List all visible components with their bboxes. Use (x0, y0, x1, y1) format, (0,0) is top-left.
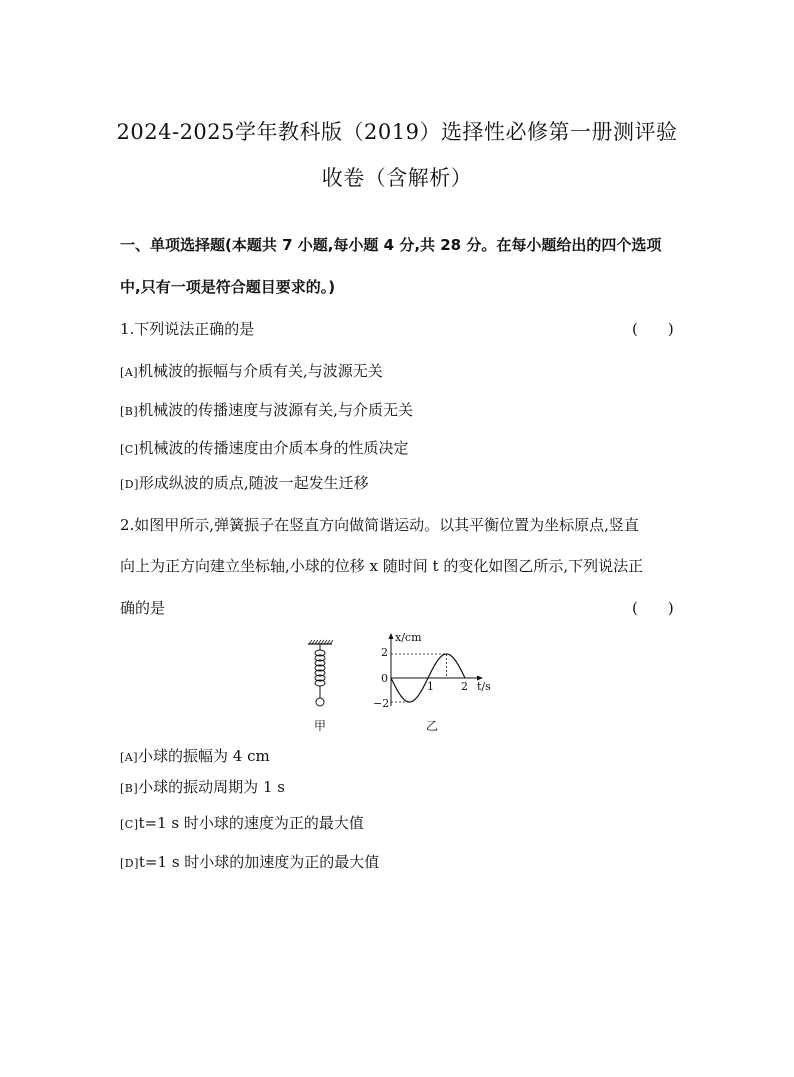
question-1-stem: 1.下列说法正确的是 (120, 320, 255, 338)
option-label: [A] (120, 751, 139, 764)
question-2-option-b (120, 776, 680, 797)
section-heading-line2: 中,只有一项是符合题目要求的。) (120, 278, 336, 296)
spring-coils (315, 650, 325, 686)
option-label: [C] (120, 818, 139, 831)
figure-svg (300, 630, 510, 735)
document-title-line2: 收卷（含解析） (321, 166, 473, 190)
option-text: 形成纵波的质点,随波一起发生迁移 (138, 474, 369, 492)
option-text: 机械波的传播速度由介质本身的性质决定 (138, 439, 409, 457)
option-text: t=1 s 时小球的加速度为正的最大值 (138, 853, 380, 871)
option-text: t=1 s 时小球的速度为正的最大值 (138, 814, 364, 832)
y-axis-arrow (389, 633, 394, 639)
question-1-option-b (120, 399, 680, 420)
question-2-stem-line1: 2.如图甲所示,弹簧振子在竖直方向做简谐运动。以其平衡位置为坐标原点,竖直 (120, 516, 639, 534)
section-heading-line1: 一、单项选择题(本题共 7 小题,每小题 4 分,共 28 分。在每小题给出的四个选项 (120, 236, 662, 254)
option-label: [A] (120, 366, 139, 379)
question-2-option-a (120, 745, 680, 766)
x-tick-label-2: 2 (461, 680, 468, 693)
option-text: 机械波的传播速度与波源有关,与介质无关 (138, 401, 413, 419)
spring-oscillator-diagram (308, 640, 333, 733)
x-axis-label: t/s (477, 680, 491, 693)
caption-left: 甲 (314, 719, 327, 733)
question-2-option-c (120, 812, 680, 833)
question-2-answer-paren: ( ) (632, 599, 674, 617)
option-label: [D] (120, 857, 139, 870)
y-axis-label: x/cm (395, 631, 422, 644)
y-tick-label-zero: 0 (381, 672, 388, 685)
ball (316, 698, 324, 706)
question-2-stem-line2: 向上为正方向建立坐标轴,小球的位移 x 随时间 t 的变化如图乙所示,下列说法正 (120, 557, 644, 575)
caption-right: 乙 (426, 719, 439, 733)
x-tick-label-1: 1 (427, 680, 434, 693)
question-1-answer-paren: ( ) (632, 320, 674, 338)
displacement-time-graph (373, 631, 491, 733)
question-1-option-d (120, 472, 680, 493)
y-tick-label-neg: −2 (373, 697, 390, 710)
option-label: [B] (120, 782, 139, 795)
option-text: 机械波的振幅与介质有关,与波源无关 (138, 362, 383, 380)
question-1-option-c (120, 437, 680, 458)
question-2-figure (300, 630, 510, 735)
option-label: [D] (120, 478, 139, 491)
document-title-line1: 2024-2025学年教科版（2019）选择性必修第一册测评验 (116, 120, 678, 144)
option-label: [B] (120, 405, 139, 418)
question-2-option-d (120, 851, 680, 872)
option-label: [C] (120, 443, 139, 456)
y-tick-label-pos: 2 (381, 646, 388, 659)
option-text: 小球的振动周期为 1 s (138, 778, 285, 796)
option-text: 小球的振幅为 4 cm (138, 747, 270, 765)
question-1-option-a (120, 360, 680, 381)
question-2-stem-line3: 确的是 (120, 599, 166, 617)
